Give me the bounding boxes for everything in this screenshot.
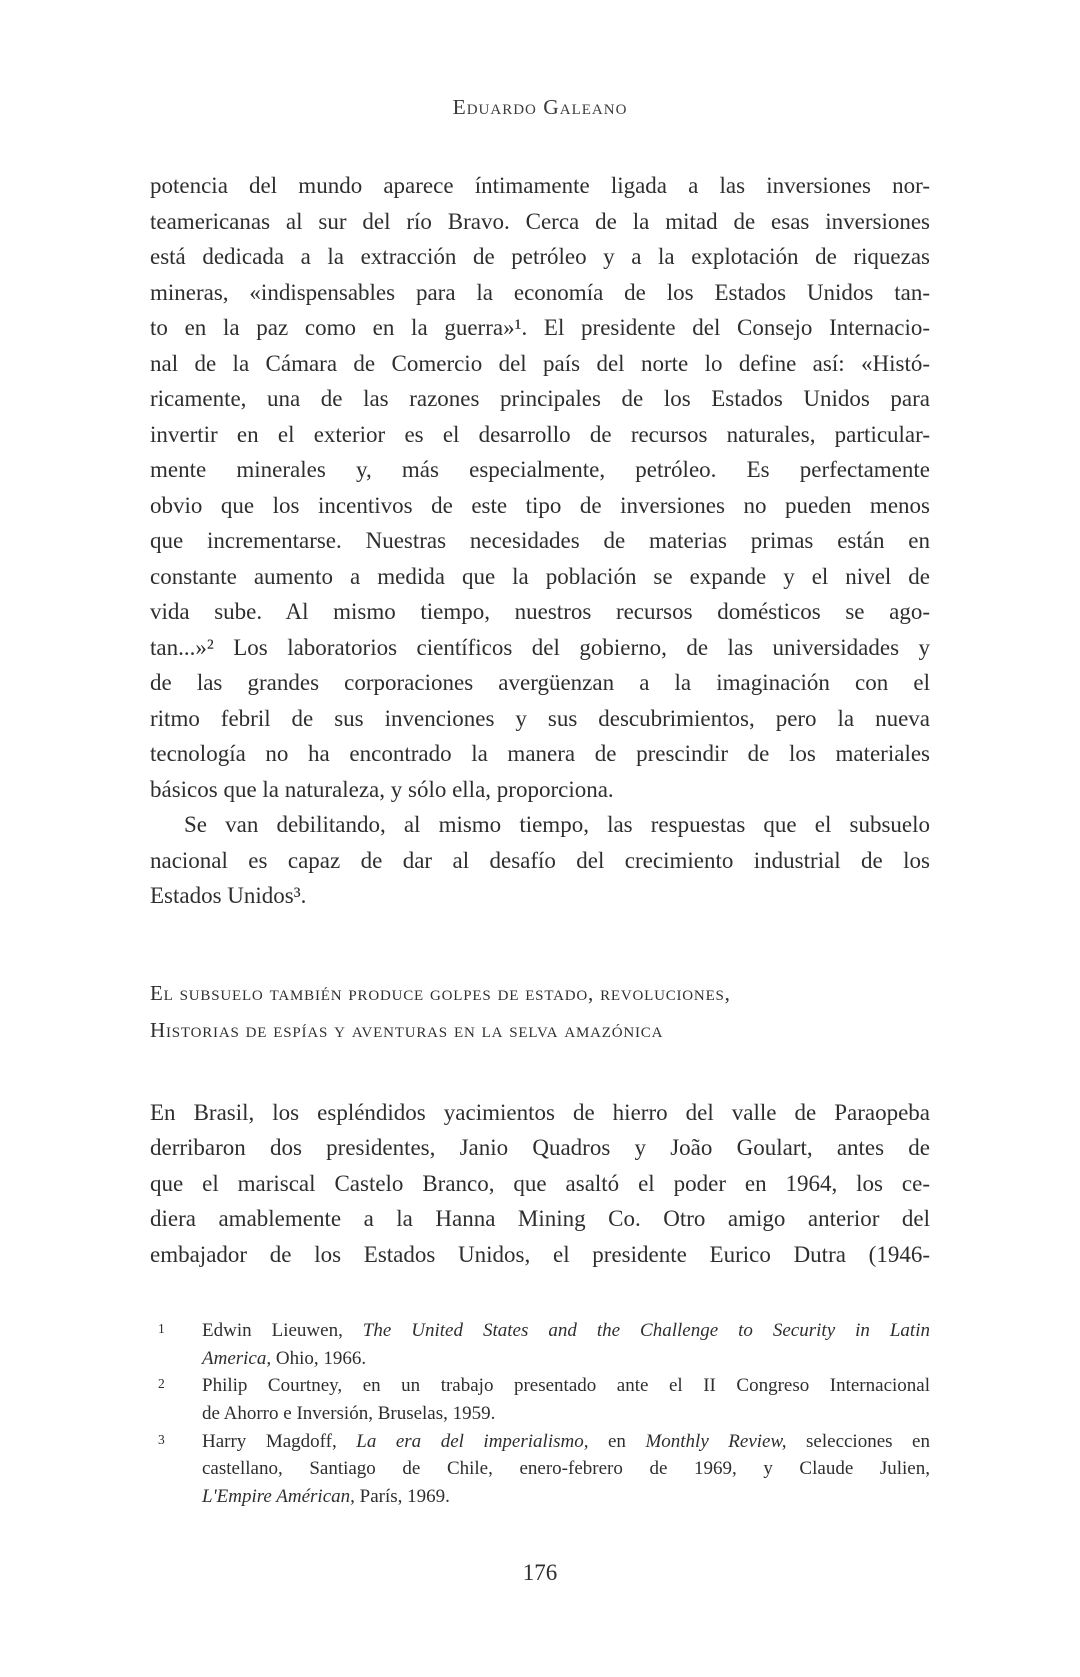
text-line: básicos que la naturaleza, y sólo ella, proporciona. bbox=[150, 776, 614, 802]
footnote-text-segment: Ohio, 1966. bbox=[271, 1347, 367, 1369]
page-content bbox=[150, 168, 930, 1511]
footnote-text-segment: Edwin Lieuwen, bbox=[202, 1320, 363, 1341]
footnote-text-segment: en bbox=[588, 1430, 646, 1452]
footnote-line bbox=[202, 1317, 930, 1345]
footnote-text-segment: Harry Magdoff, bbox=[202, 1430, 357, 1452]
text-line: embajador de los Estados Unidos, el presidente Eurico Dutra (1946- bbox=[150, 1241, 930, 1267]
footnote-line bbox=[202, 1428, 930, 1456]
footnote-text-segment: París, 1969. bbox=[354, 1486, 450, 1508]
heading-line: Historias de espías y aventuras en la selva amazónica bbox=[150, 1017, 664, 1042]
text-line: Se van debilitando, al mismo tiempo, las respuestas que el subsuelo bbox=[184, 812, 930, 837]
footnote-item bbox=[150, 1428, 930, 1511]
heading-line: El subsuelo también produce golpes de estado, revoluciones, bbox=[150, 980, 731, 1005]
paragraph bbox=[150, 807, 930, 914]
text-line: mente minerales y, más especialmente, petróleo. Es perfectamente bbox=[150, 457, 930, 482]
footnote-number: 3 bbox=[158, 1431, 165, 1447]
footnote-text-segment: Philip Courtney, en un trabajo presentado ante el II Congreso Internacional bbox=[202, 1375, 930, 1397]
footnote-line bbox=[202, 1345, 930, 1373]
footnote-text-segment: L'Empire Américan, bbox=[202, 1486, 355, 1508]
text-line: derribaron dos presidentes, Janio Quadros y João Goulart, antes de bbox=[150, 1135, 930, 1160]
text-line: nacional es capaz de dar al desafío del crecimiento industrial de los bbox=[150, 847, 930, 873]
footnote-text-segment: The United States and the Challenge to Security in Latin bbox=[362, 1320, 930, 1341]
text-line: de las grandes corporaciones avergüenzan a la imaginación con el bbox=[150, 670, 930, 695]
paragraph bbox=[150, 168, 930, 807]
page-number: 176 bbox=[522, 1560, 558, 1585]
text-line: que incrementarse. Nuestras necesidades de materias primas están en bbox=[150, 528, 930, 553]
footnote-text-segment: castellano, Santiago de Chile, enero-febrero de 1969, y Claude Julien, bbox=[202, 1458, 930, 1480]
running-head: Eduardo Galeano bbox=[452, 95, 628, 119]
footnote-text-segment: selecciones en bbox=[786, 1430, 930, 1452]
section-heading bbox=[150, 975, 930, 1049]
footnote-item bbox=[150, 1372, 930, 1427]
footnote-item bbox=[150, 1317, 930, 1372]
footnote-text-segment: Monthly Review, bbox=[645, 1430, 787, 1452]
text-line: que el mariscal Castelo Branco, que asaltó el poder en 1964, los ce- bbox=[150, 1170, 930, 1196]
text-line: ritmo febril de sus invenciones y sus descubrimientos, pero la nueva bbox=[150, 705, 930, 731]
text-line: invertir en el exterior es el desarrollo de recursos naturales, particular- bbox=[150, 421, 930, 447]
text-line: teamericanas al sur del río Bravo. Cerca de la mitad de esas inversiones bbox=[150, 208, 930, 234]
text-line: mineras, «indispensables para la economía de los Estados Unidos tan- bbox=[150, 279, 930, 305]
text-line: to en la paz como en la guerra»¹. El presidente del Consejo Internacio- bbox=[150, 315, 930, 340]
footnote-text-segment: La era del imperialismo, bbox=[356, 1430, 589, 1452]
text-line: vida sube. Al mismo tiempo, nuestros recursos domésticos se ago- bbox=[150, 599, 930, 624]
footnote-line bbox=[202, 1455, 930, 1483]
footnote-line bbox=[202, 1400, 930, 1428]
footnote-number: 1 bbox=[158, 1321, 165, 1336]
text-line: En Brasil, los espléndidos yacimientos de hierro del valle de Paraopeba bbox=[150, 1099, 930, 1125]
paragraph bbox=[150, 1095, 930, 1273]
text-line: tecnología no ha encontrado la manera de prescindir de los materiales bbox=[150, 741, 930, 766]
footnotes bbox=[150, 1317, 930, 1511]
text-line: constante aumento a medida que la población se expande y el nivel de bbox=[150, 563, 930, 589]
text-line: está dedicada a la extracción de petróleo y a la explotación de riquezas bbox=[150, 244, 930, 269]
footnote-line bbox=[202, 1483, 930, 1511]
footnote-text-segment: de Ahorro e Inversión, Bruselas, 1959. bbox=[202, 1403, 496, 1425]
text-line: Estados Unidos³. bbox=[150, 883, 307, 908]
text-line: obvio que los incentivos de este tipo de inversiones no pueden menos bbox=[150, 492, 930, 518]
text-line: tan...»² Los laboratorios científicos del gobierno, de las universidades y bbox=[150, 634, 930, 660]
text-line: ricamente, una de las razones principales de los Estados Unidos para bbox=[150, 386, 930, 411]
text-line: nal de la Cámara de Comercio del país del norte lo define así: «Histó- bbox=[150, 350, 930, 376]
footnote-text-segment: America, bbox=[202, 1347, 272, 1369]
text-line: diera amablemente a la Hanna Mining Co. Otro amigo anterior del bbox=[150, 1206, 930, 1231]
footnote-line bbox=[202, 1372, 930, 1400]
text-line: potencia del mundo aparece íntimamente ligada a las inversiones nor- bbox=[150, 173, 930, 198]
footnote-number: 2 bbox=[158, 1376, 165, 1392]
